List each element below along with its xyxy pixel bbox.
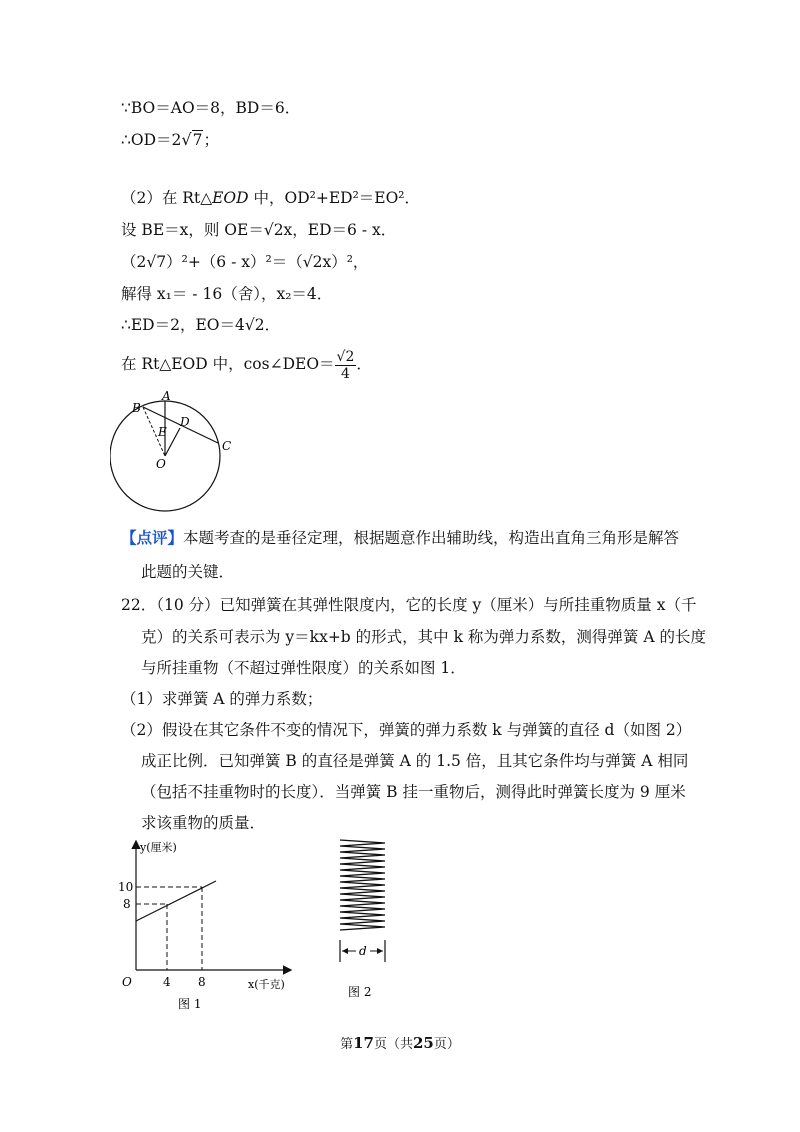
figure-2-caption: 图 2 [348,985,372,999]
question-part-2-line-2: 成正比例．已知弹簧 B 的直径是弹簧 A 的 1.5 倍，且其它条件均与弹簧 A 相同 [141,752,689,770]
d-arrowhead-left [342,948,348,954]
circle-diagram [110,388,250,513]
comment-line-1: 【点评】本题考查的是垂径定理，根据题意作出辅助线，构造出直角三角形是解答 [121,528,680,547]
label-c: C [222,439,232,453]
solution-line-8: 在 Rt△EOD 中，cos∠DEO＝ $\frac{√2}{4}$ ． [121,348,372,382]
solution-line-1: ∵BO＝AO＝8，BD＝6． [121,99,301,117]
solution-line-7: ∴ED＝2，EO＝4√2． [121,316,281,334]
figure-1-graph [110,836,310,1016]
solution-line-3: （2）在 Rt△EOD 中，OD²+ED²＝EO²． [121,189,421,207]
d-arrowhead-right [377,948,383,954]
figure-1-caption: 图 1 [178,997,202,1011]
x-axis-label: x(千克) [248,978,285,991]
d-label: d [359,944,367,958]
y-axis-label: y(厘米) [140,841,177,854]
cos-fraction: $\frac{√2}{4}$ [336,348,355,382]
question-line-1: 22．（10 分）已知弹簧在其弹性限度内，它的长度 y（厘米）与所挂重物质量 x（千 [121,596,697,614]
question-part-2-line-1: （2）假设在其它条件不变的情况下，弹簧的弹力系数 k 与弹簧的直径 d（如图 2） [121,721,692,739]
page-total: 25 [413,1034,434,1052]
tick-x4: 4 [163,975,171,989]
label-o: O [156,457,166,471]
label-e: E [158,425,167,439]
page-footer: 第17页（共25页） [340,1034,460,1052]
question-line-2: 克）的关系可表示为 y＝kx+b 的形式，其中 k 称为弹力系数，测得弹簧 A 的长度 [141,628,706,646]
tick-y8: 8 [123,897,131,911]
question-line-3: 与所挂重物（不超过弹性限度）的关系如图 1． [141,659,466,677]
label-a: A [162,389,171,403]
label-d: D [180,415,190,429]
question-part-2-line-3: （包括不挂重物时的长度）．当弹簧 B 挂一重物后，测得此时弹簧长度为 9 厘米 [141,783,686,801]
question-part-1: （1）求弹簧 A 的弹力系数； [121,690,323,708]
origin-label: O [122,975,132,989]
spring-coil [340,840,385,930]
tick-x8: 8 [198,975,206,989]
comment-line-2: 此题的关键． [141,563,235,581]
page-number: 17 [353,1034,374,1052]
solution-line-4: 设 BE＝x，则 OE＝√2x，ED＝6 - x． [121,221,397,239]
segment-od [165,428,180,456]
tick-y10: 10 [118,880,134,894]
question-part-2-line-4: 求该重物的质量． [141,814,266,832]
figure-2-spring [330,836,400,1006]
solution-line-2: ∴OD＝2√7； [121,130,219,149]
label-b: B [132,401,141,415]
solution-line-6: 解得 x₁＝ - 16（舍），x₂＝4． [121,285,333,303]
solution-line-5: （2√7）²+（6 - x）²＝（√2x）²， [121,253,369,271]
